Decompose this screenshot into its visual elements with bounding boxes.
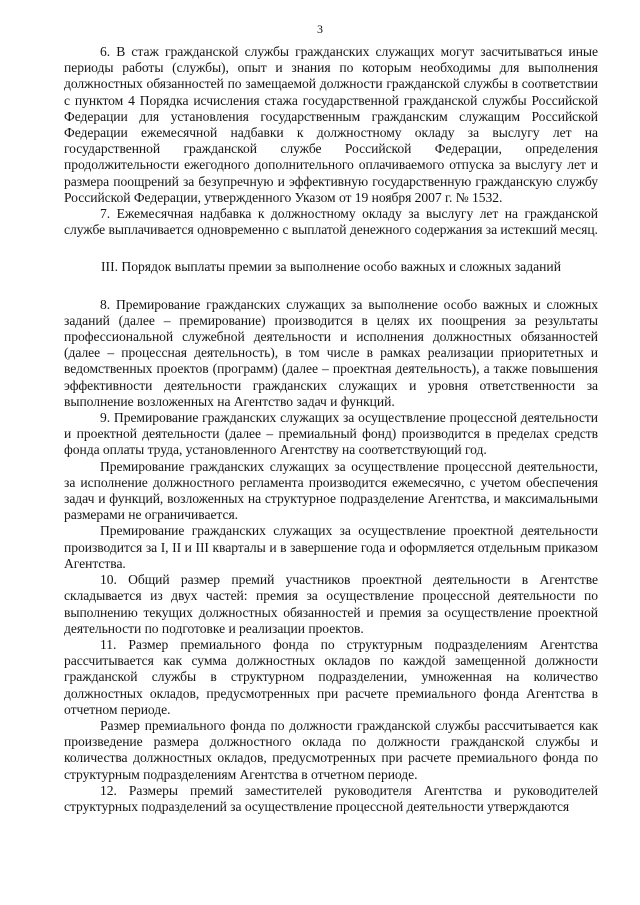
paragraph-11: 11. Размер премиального фонда по структурным подразделениям Агентства рассчитывается как сумма должностных окладов по каждой замещенной должности гражданской службы в структурном подразделении, умноженная на количество должностных окладов, предусмотренных при расчете премиального фонда Агентства в отчетном периоде.	[64, 636, 598, 717]
paragraph-12: 12. Размеры премий заместителей руководителя Агентства и руководителей структурных подразделений за осуществление процессной деятельности утверждаются	[64, 782, 598, 814]
paragraph-6: 6. В стаж гражданской службы гражданских служащих могут засчитываться иные периоды работы (службы), опыт и знания по которым необходимы для выполнения должностных обязанностей по замещаемой должности гражданской службы в соответствии с пунктом 4 Порядка исчисления стажа государственной гражданской службы Российской Федерации для установления государственным гражданским служащим Российской Федерации ежемесячной надбавки к должностному окладу за выслугу лет на государственной гражданской службе Российской Федерации, определения продолжительности ежегодного дополнительного оплачиваемого отпуска за выслугу лет и размера поощрений за безупречную и эффективную государственную гражданскую службу Российской Федерации, утвержденного Указом от 19 ноября 2007 г. № 1532.	[64, 44, 598, 205]
paragraph-8: 8. Премирование гражданских служащих за выполнение особо важных и сложных заданий (далее – премирование) производится в целях их поощрения за результаты профессиональной служебной деятельности и исполнения должностных обязанностей (далее – процессная деятельность), в том числе в рамках реализации приоритетных и ведомственных проектов (программ) (далее – проектная деятельность), а также повышения эффективности деятельности гражданских служащих и уровня ответственности за выполнение возложенных на Агентство задач и функций.	[64, 296, 598, 409]
paragraph-9: 9. Премирование гражданских служащих за осуществление процессной деятельности и проектной деятельности (далее – премиальный фонд) производится в пределах средств фонда оплаты труда, установленного Агентству на соответствующий год.	[64, 410, 598, 458]
paragraph-10: 10. Общий размер премий участников проектной деятельности в Агентстве складывается из двух частей: премия за осуществление процессной деятельности по выполнению текущих должностных обязанностей и премия за осуществление проектной деятельности по подготовке и реализации проектов.	[64, 572, 598, 636]
section-heading: III. Порядок выплаты премии за выполнение особо важных и сложных заданий	[101, 259, 561, 275]
page-number: 3	[317, 22, 323, 36]
document-body	[64, 44, 598, 815]
paragraph-7: 7. Ежемесячная надбавка к должностному окладу за выслугу лет на гражданской службе выплачивается одновременно с выплатой денежного содержания за истекший месяц.	[64, 206, 598, 238]
paragraph-9-process: Премирование гражданских служащих за осуществление процессной деятельности, за исполнение должностного регламента производится ежемесячно, с учетом обеспечения задач и функций, возложенных на структурное подразделение Агентства, и максимальными размерами не ограничивается.	[64, 458, 598, 523]
paragraph-11-position: Размер премиального фонда по должности гражданской службы рассчитывается как произведение размера должностного оклада по должности гражданской службы и количества должностных окладов, предусмотренных при расчете премиального фонда по структурным подразделениям Агентства в отчетном периоде.	[64, 717, 598, 782]
paragraph-9-project: Премирование гражданских служащих за осуществление проектной деятельности производится за I, II и III кварталы и в завершение года и оформляется отдельным приказом Агентства.	[64, 523, 598, 571]
